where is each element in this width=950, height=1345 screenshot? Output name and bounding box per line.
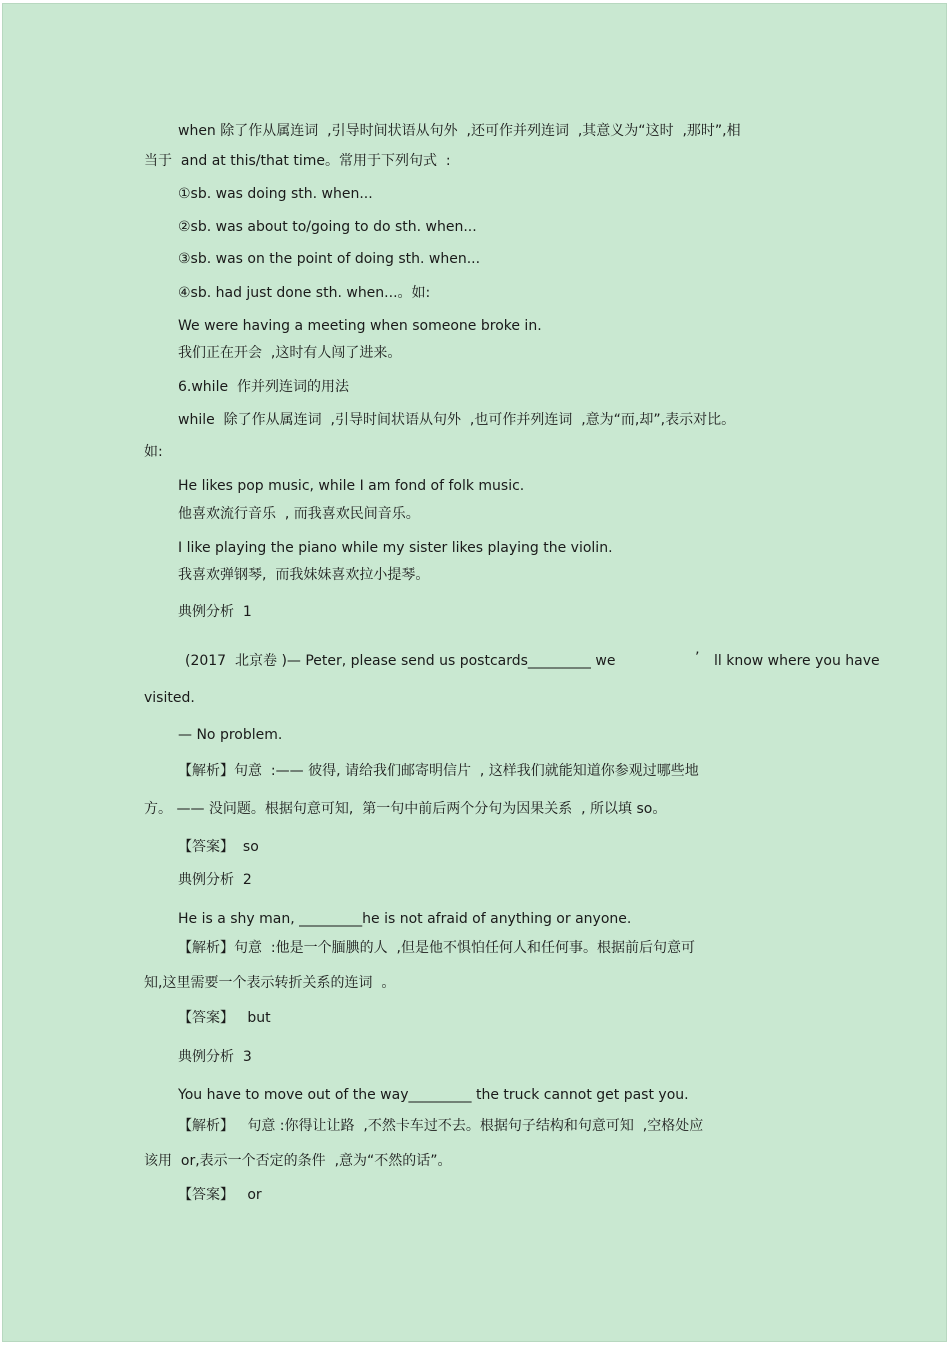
example-sentence-en: We were having a meeting when someone broke in. — [178, 318, 542, 334]
analysis-1-line2: 方。 —— 没问题。根据句意可知, 第一句中前后两个分句为因果关系 , 所以填 so。 — [144, 801, 667, 817]
pattern-item-4: ④sb. had just done sth. when...。如: — [178, 285, 431, 301]
question-1-line2: visited. — [144, 690, 195, 706]
paragraph-when-line1: when 除了作从属连词 ,引导时间状语从句外 ,还可作并列连词 ,其意义为“这时 ,那时”,相 — [178, 123, 741, 139]
question-1-line1-end: ll know where you have — [714, 653, 880, 669]
pattern-item-1: ①sb. was doing sth. when... — [178, 186, 373, 202]
question-1-apostrophe: ’ — [695, 650, 700, 666]
question-1-reply: — No problem. — [178, 727, 283, 743]
example-analysis-3-heading: 典例分析 3 — [178, 1049, 252, 1065]
analysis-3-line1: 【解析】 句意 :你得让让路 ,不然卡车过不去。根据句子结构和句意可知 ,空格处应 — [178, 1118, 704, 1134]
question-2: He is a shy man, _________he is not afraid of anything or anyone. — [178, 911, 632, 927]
analysis-3-line2: 该用 or,表示一个否定的条件 ,意为“不然的话”。 — [144, 1153, 452, 1169]
answer-3: 【答案】 or — [178, 1187, 262, 1203]
while-example-2-en: I like playing the piano while my sister likes playing the violin. — [178, 540, 613, 556]
answer-2: 【答案】 but — [178, 1010, 271, 1026]
answer-1: 【答案】 so — [178, 839, 259, 855]
example-analysis-2-heading: 典例分析 2 — [178, 872, 252, 888]
while-example-1-cn: 他喜欢流行音乐 , 而我喜欢民间音乐。 — [178, 506, 420, 522]
pattern-item-3: ③sb. was on the point of doing sth. when... — [178, 251, 481, 267]
document-page — [2, 3, 947, 1342]
analysis-2-line2: 知,这里需要一个表示转折关系的连词 。 — [144, 975, 396, 991]
while-example-2-cn: 我喜欢弹钢琴, 而我妹妹喜欢拉小提琴。 — [178, 567, 430, 583]
analysis-1-line1: 【解析】句意 :—— 彼得, 请给我们邮寄明信片 , 这样我们就能知道你参观过哪些地 — [178, 763, 699, 779]
section-heading-while: 6.while 作并列连词的用法 — [178, 379, 349, 395]
while-example-1-en: He likes pop music, while I am fond of folk music. — [178, 478, 525, 494]
example-analysis-1-heading: 典例分析 1 — [178, 604, 252, 620]
example-sentence-cn: 我们正在开会 ,这时有人闯了进来。 — [178, 345, 402, 361]
analysis-2-line1: 【解析】句意 :他是一个腼腆的人 ,但是他不惧怕任何人和任何事。根据前后句意可 — [178, 940, 695, 956]
paragraph-while-line1: while 除了作从属连词 ,引导时间状语从句外 ,也可作并列连词 ,意为“而,却”,表示对比。 — [178, 412, 736, 428]
paragraph-when-line2: 当于 and at this/that time。常用于下列句式 : — [144, 153, 451, 169]
question-3: You have to move out of the way_________ the truck cannot get past you. — [178, 1087, 689, 1103]
question-1-line1: (2017 北京卷 )— Peter, please send us postcards_________ we — [185, 653, 616, 669]
pattern-item-2: ②sb. was about to/going to do sth. when... — [178, 219, 477, 235]
paragraph-while-line2: 如: — [144, 444, 163, 460]
